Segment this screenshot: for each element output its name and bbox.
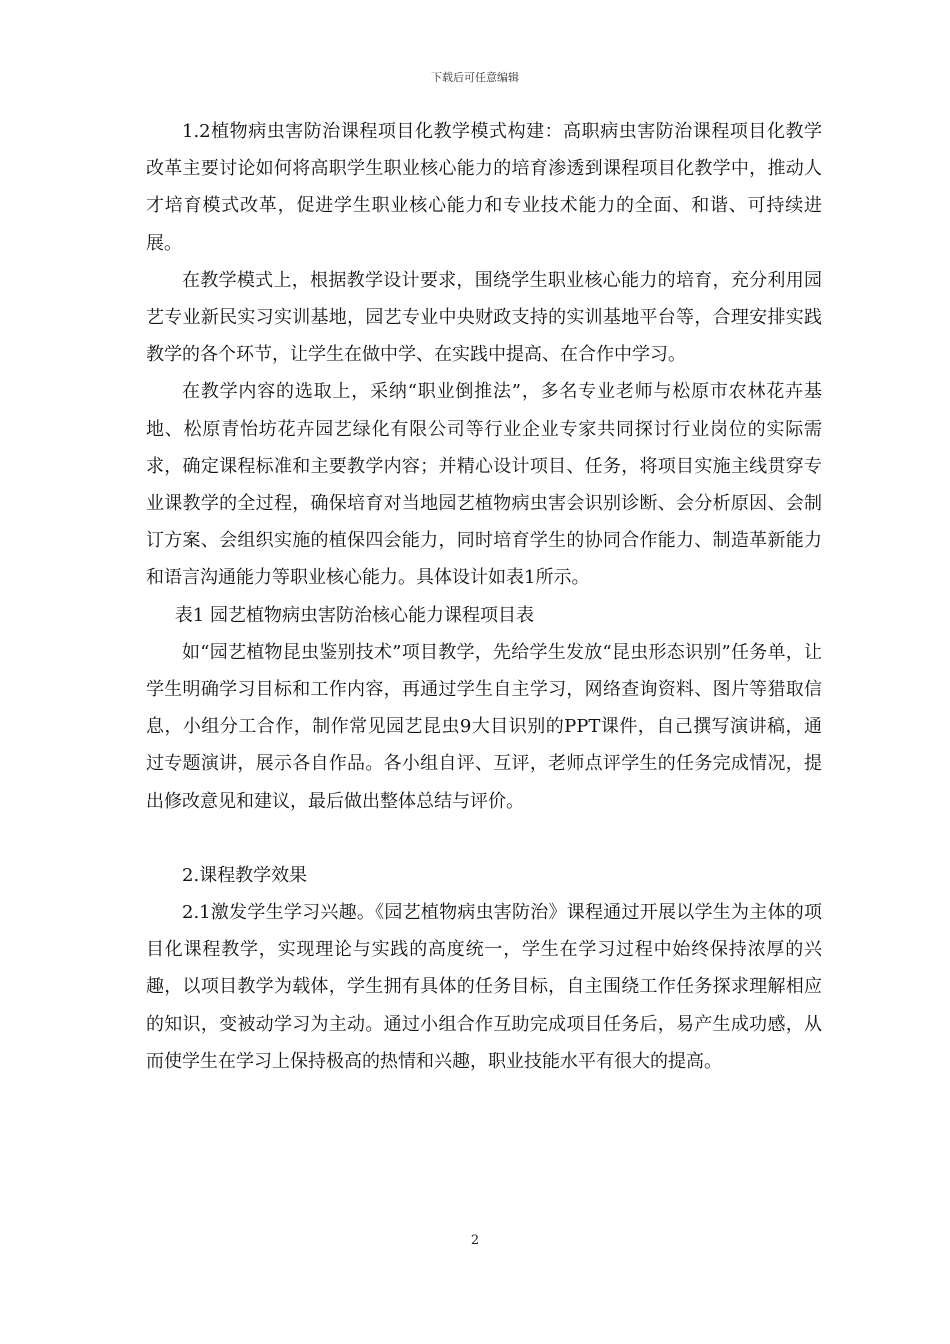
page-header: 下载后可任意编辑	[431, 71, 519, 84]
paragraph-2-1-interest: 2.1激发学生学习兴趣。《园艺植物病虫害防治》课程通过开展以学生为主体的项目化课程教学，实现理论与实践的高度统一，学生在学习过程中始终保持浓厚的兴趣，以项目教学为载体，学生拥有具体的任务目标，自主围绕工作任务探求理解相应的知识，变被动学习为主动。通过小组合作互助完成项目任务后，易产生成功感，从而使学生在学习上保持极高的热情和兴趣，职业技能水平有很大的提高。	[146, 902, 822, 1072]
document-body	[146, 113, 822, 1080]
paragraph-1-2-model: 1.2植物病虫害防治课程项目化教学模式构建：高职病虫害防治课程项目化教学改革主要讨论如何将高职学生职业核心能力的培育渗透到课程项目化教学中，推动人才培育模式改革，促进学生职业核心能力和专业技术能力的全面、和谐、可持续进展。	[146, 121, 822, 254]
paragraph-teaching-mode: 在教学模式上，根据教学设计要求，围绕学生职业核心能力的培育，充分利用园艺专业新民实习实训基地，园艺专业中央财政支持的实训基地平台等，合理安排实践教学的各个环节，让学生在做中学、在实践中提高、在合作中学习。	[146, 269, 822, 366]
paragraph-project-example: 如“园艺植物昆虫鉴别技术”项目教学，先给学生发放“昆虫形态识别”任务单，让学生明确学习目标和工作内容，再通过学生自主学习，网络查询资料、图片等猎取信息，小组分工合作，制作常见园艺昆虫9大目识别的PPT课件，自己撰写演讲稿，通过专题演讲，展示各自作品。各小组自评、互评，老师点评学生的任务完成情况，提出修改意见和建议，最后做出整体总结与评价。	[146, 641, 822, 812]
section-heading: 2.课程教学效果	[182, 864, 308, 886]
paragraph-teaching-content: 在教学内容的选取上，采纳“职业倒推法”，多名专业老师与松原市农林花卉基地、松原青怡坊花卉园艺绿化有限公司等行业企业专家共同探讨行业岗位的实际需求，确定课程标准和主要教学内容；并精心设计项目、任务，将项目实施主线贯穿专业课教学的全过程，确保培育对当地园艺植物病虫害会识别诊断、会分析原因、会制订方案、会组织实施的植保四会能力，同时培育学生的协同合作能力、制造革新能力和语言沟通能力等职业核心能力。具体设计如表1所示。	[146, 381, 822, 589]
table-caption: 表1 园艺植物病虫害防治核心能力课程项目表	[174, 604, 534, 626]
page-number: 2	[470, 1233, 480, 1248]
